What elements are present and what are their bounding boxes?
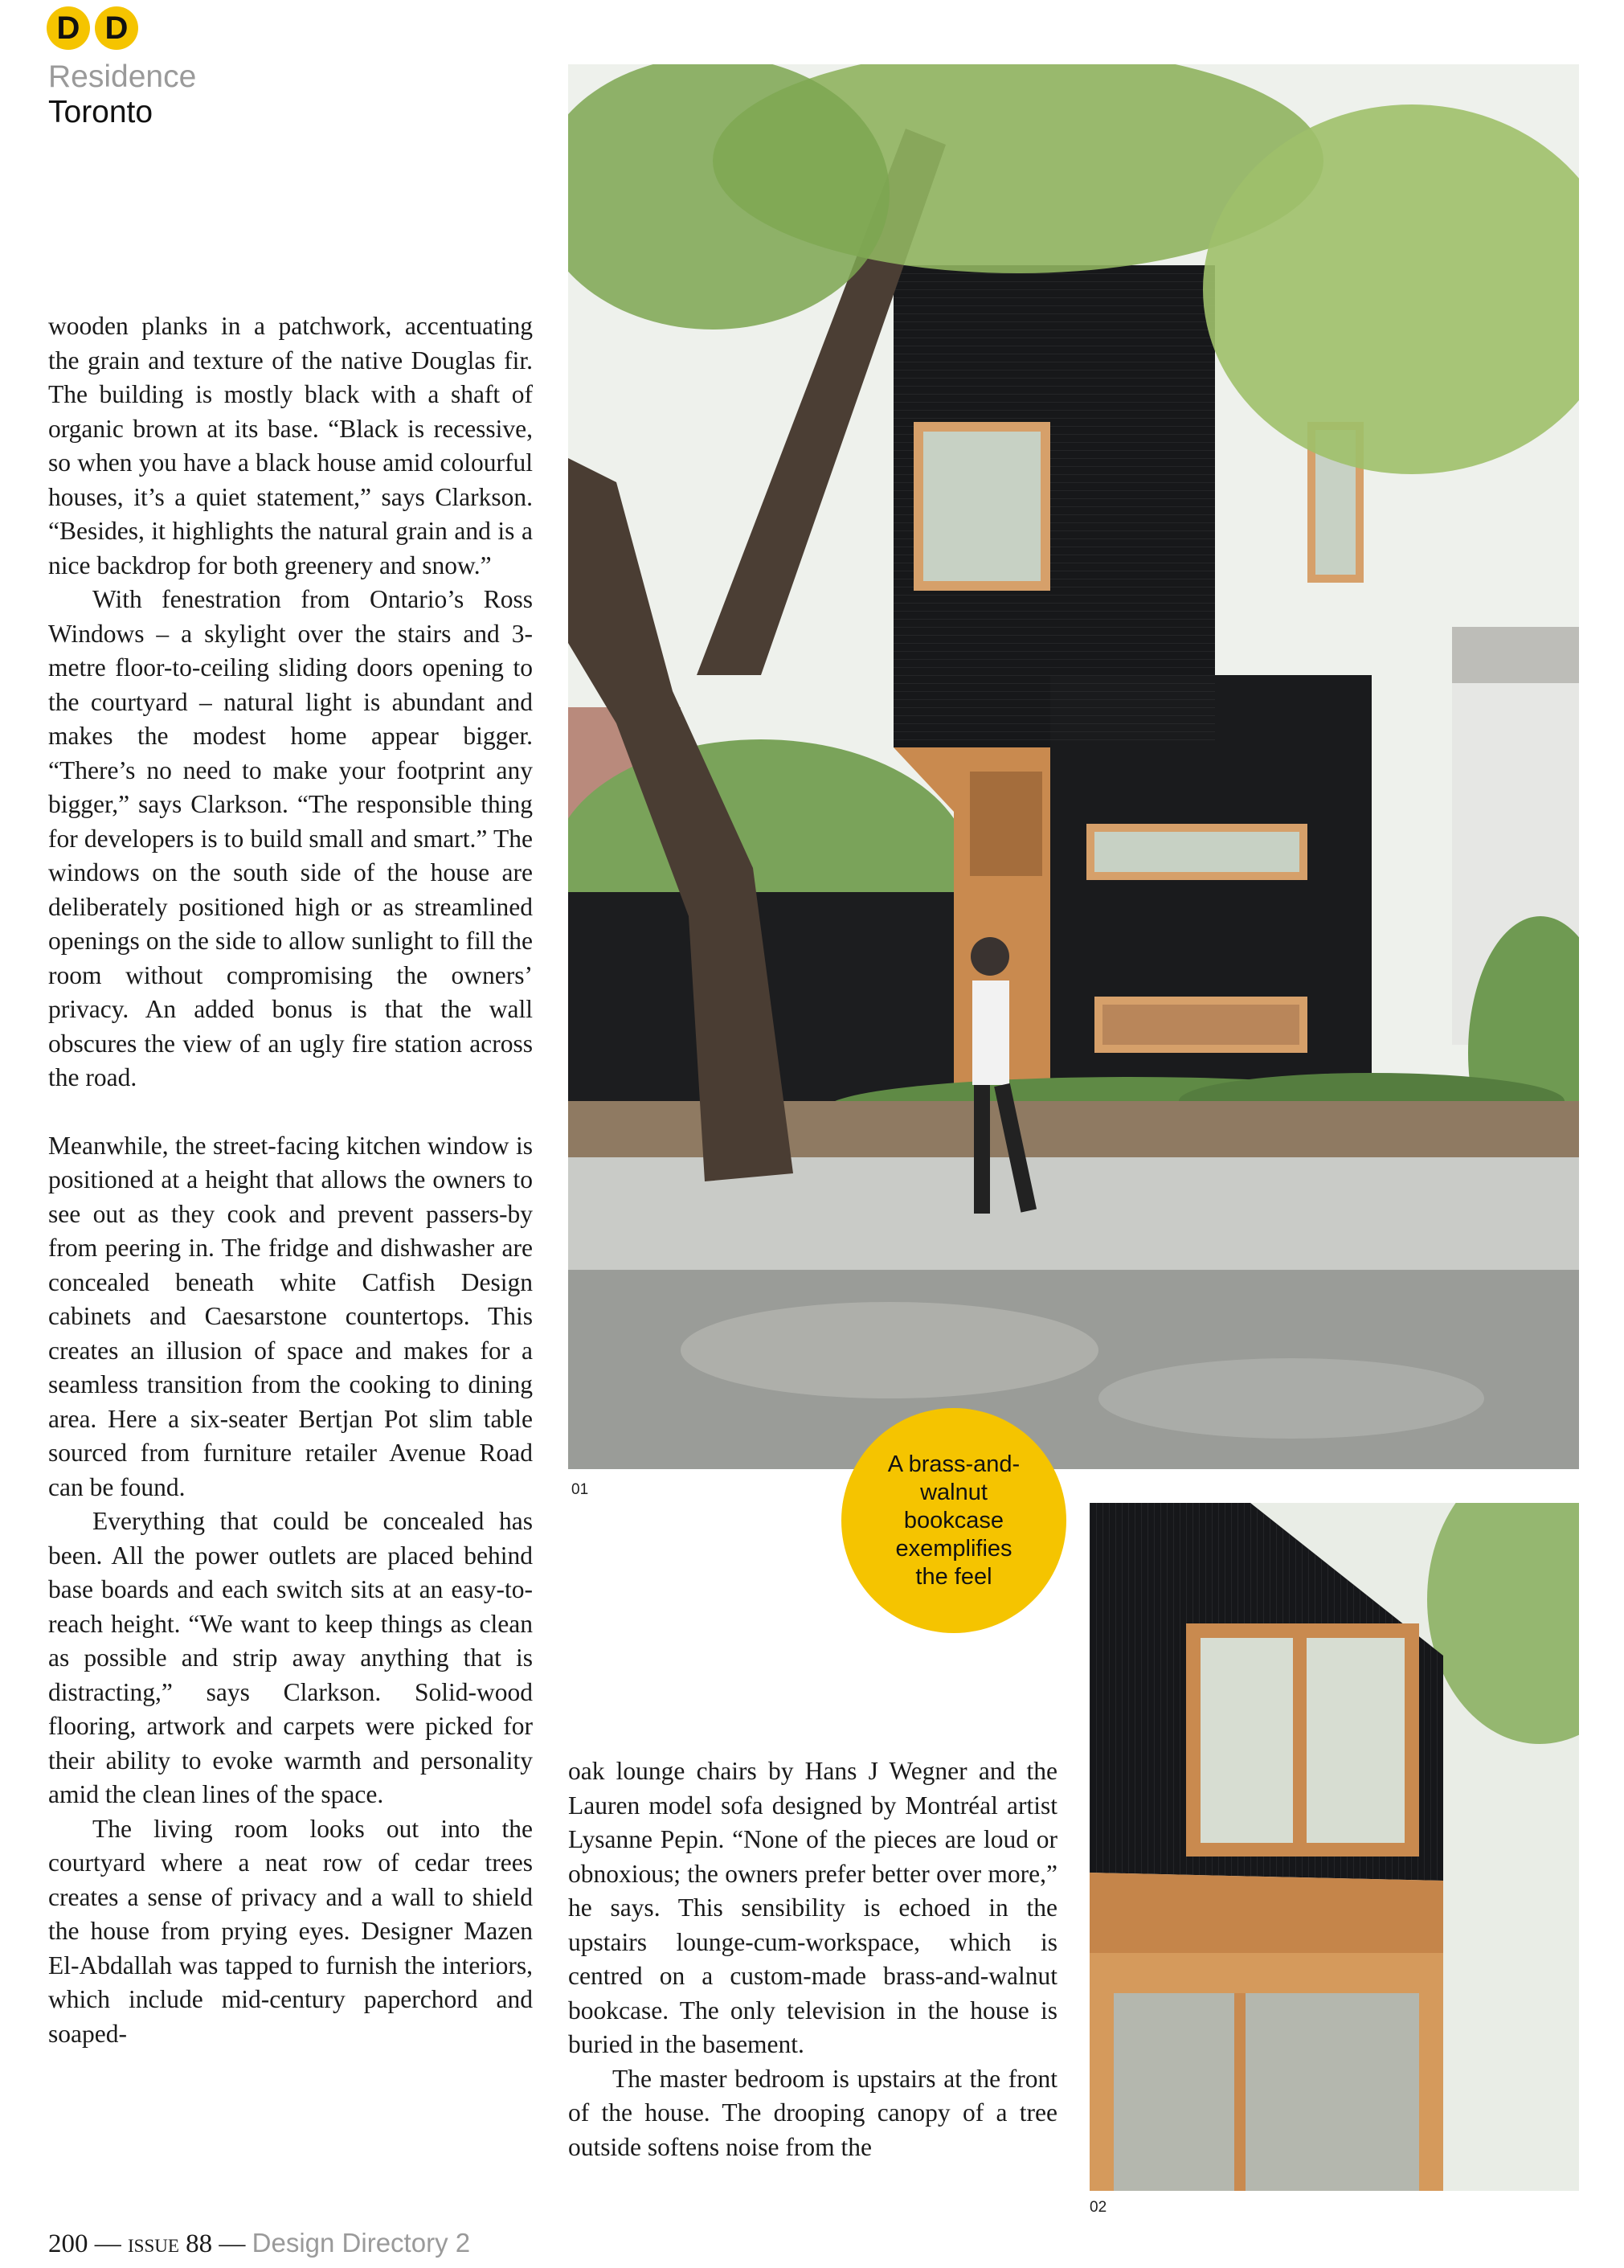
- paragraph: Everything that could be concealed has been. All the power outlets are placed behind base boards and each switch sits at an easy-to-reach height. “We want to keep things as clean as possible and strip away anything that is distracting,” says Clarkson. Solid-wood flooring, artwork and carpets were picked for their ability to evoke warmth and personality amid the clean lines of the space.: [48, 1507, 533, 1808]
- left-column: [48, 309, 533, 2051]
- callout-bubble: [841, 1408, 1066, 1633]
- page-footer: [48, 2228, 470, 2259]
- logo-letter: D: [47, 6, 90, 50]
- separator: —: [88, 2229, 128, 2258]
- house-exterior-photo: [568, 64, 1579, 1469]
- category-label: Residence: [48, 59, 197, 94]
- callout-text: A brass-and-walnut bookcase exemplifies the feel: [887, 1451, 1021, 1590]
- issue-label: issue 88: [128, 2229, 213, 2258]
- separator: —: [212, 2229, 252, 2258]
- middle-column: [568, 1754, 1057, 2164]
- city-label: Toronto: [48, 95, 153, 129]
- publication-name: Design Directory 2: [252, 2228, 471, 2258]
- paragraph: Meanwhile, the street-facing kitchen window is positioned at a height that allows the owners to see out as they cook and prevent passers-by from peering in. The fridge and dishwasher are concealed beneath white Catfish Design cabinets and Caesarstone countertops. This creates an illusion of space and makes for a seamless transition from the cooking to dining area. Here a six-seater Bertjan Pot slim table sourced from furniture retailer Avenue Road can be found.: [48, 1131, 533, 1501]
- paragraph: The master bedroom is upstairs at the front of the house. The drooping canopy of a tree outside softens noise from the: [568, 2064, 1057, 2161]
- dd-logo: [47, 6, 138, 50]
- photo-caption-01: 01: [571, 1481, 589, 1498]
- paragraph: The living room looks out into the courtyard where a neat row of cedar trees creates a sense of privacy and a wall to shield the house from prying eyes. Designer Mazen El-Abdallah was tapped to furnish the interiors, which include mid-century paperchord and soaped-: [48, 1814, 533, 2048]
- paragraph: oak lounge chairs by Hans J Wegner and the Lauren model sofa designed by Montréal artist Lysanne Pepin. “None of the pieces are loud or obnoxious; the owners prefer better over more,” he says. This sensibility is echoed in the upstairs lounge-cum-workspace, which is centred on a custom-made brass-and-walnut bookcase. The only television in the house is buried in the basement.: [568, 1757, 1057, 2058]
- logo-letter: D: [95, 6, 138, 50]
- photo-caption-02: 02: [1090, 2199, 1107, 2216]
- paragraph: With fenestration from Ontario’s Ross Windows – a skylight over the stairs and 3-metre floor-to-ceiling sliding doors opening to the courtyard – natural light is abundant and makes the modest home appear bigger. “There’s no need to make your footprint any bigger,” says Clarkson. “The responsible thing for developers is to build small and smart.” The windows on the south side of the house are deliberately positioned high or as streamlined openings on the side to allow sunlight to fill the room without compromising the owners’ privacy. An added bonus is that the wall obscures the view of an ugly fire station across the road.: [48, 585, 533, 1091]
- house-detail-photo: [1090, 1503, 1579, 2191]
- section-label: [48, 59, 196, 130]
- paragraph: wooden planks in a patchwork, accentuating the grain and texture of the native Douglas fir. The building is mostly black with a shaft of organic brown at its base. “Black is recessive, so when you have a black house amid colourful houses, it’s a quiet statement,” says Clarkson. “Besides, it highlights the natural grain and is a nice backdrop for both greenery and snow.”: [48, 312, 533, 579]
- page-number: 200: [48, 2229, 88, 2258]
